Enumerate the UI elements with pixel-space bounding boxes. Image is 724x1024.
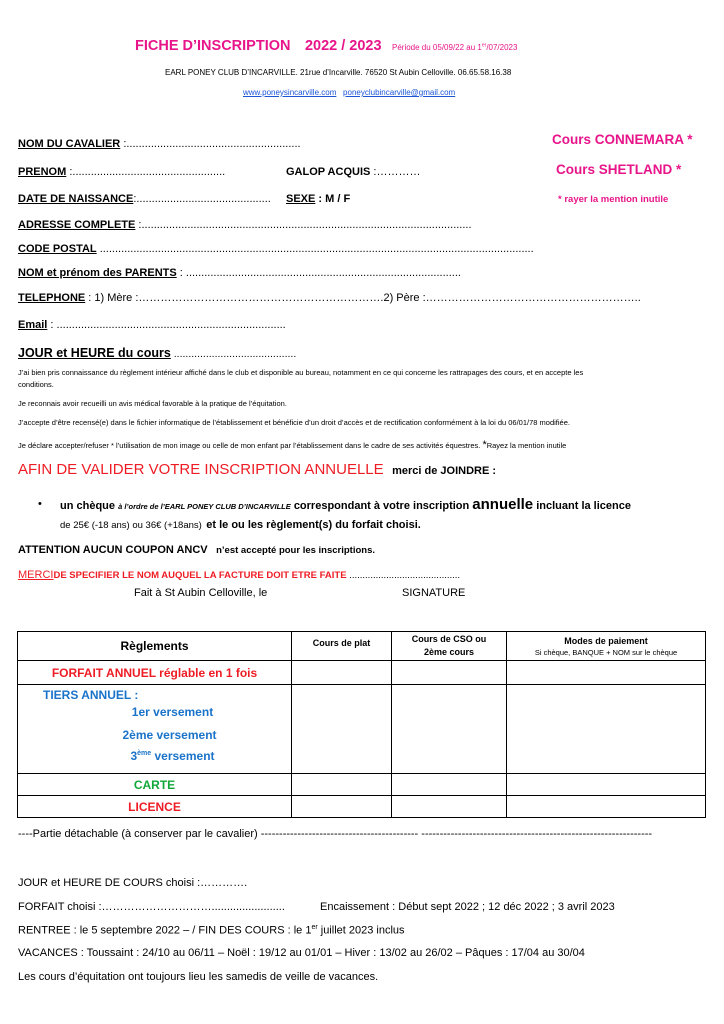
cell-cso-forfait[interactable] — [392, 661, 507, 685]
header-plat: Cours de plat — [312, 638, 371, 648]
adresse-label: ADRESSE COMPLETE — [18, 219, 136, 231]
field-jour[interactable] — [18, 344, 296, 362]
header-modes-sub: Si chèque, BANQUE + NOM sur le chèque — [534, 647, 678, 657]
tel-label: TELEPHONE — [18, 292, 86, 304]
field-galop[interactable] — [286, 166, 420, 178]
valider-heading — [18, 461, 496, 479]
cheque-line: un chèque à l’ordre de l’EARL PONEY CLUB D’INCARVILLE correspondant à votre inscription annuelle incluant la licence — [60, 496, 631, 513]
row-2eme: 2ème versement — [122, 728, 217, 742]
parents-dots: : .......................................................................................... — [176, 267, 461, 279]
paragraph-recensement: J’accepte d’être recensé(e) dans le fichier informatique de l’établissement et bénéficie d’un droit d’accès et de rectification conformément à la loi du 06/01/78 modifiée. — [18, 418, 570, 427]
cell-plat-forfait[interactable] — [292, 661, 392, 685]
nom-label: NOM DU CAVALIER — [18, 138, 121, 150]
field-parents[interactable] — [18, 267, 461, 279]
cell-modes-licence[interactable] — [507, 796, 706, 818]
field-email[interactable] — [18, 319, 286, 331]
detach-encaissement: Encaissement : Début sept 2022 ; 12 déc 2022 ; 3 avril 2023 — [320, 901, 615, 913]
field-sexe[interactable] — [286, 193, 350, 205]
title-text: FICHE D’INSCRIPTION — [135, 38, 291, 54]
table-row — [18, 796, 706, 818]
cell-plat-tiers[interactable] — [292, 685, 392, 774]
field-nom[interactable] — [18, 138, 301, 150]
cell-plat-carte[interactable] — [292, 774, 392, 796]
adresse-dots: :............................................................................................................ — [135, 219, 472, 231]
reglements-table — [17, 631, 706, 818]
table-header-row — [18, 632, 706, 661]
licence-line: de 25€ (-18 ans) ou 36€ (+18ans) et le ou les règlement(s) du forfait choisi. — [60, 519, 421, 531]
email-link[interactable]: poneyclubincarville@gmail.com — [343, 88, 456, 97]
table-row — [18, 661, 706, 685]
table-row — [18, 774, 706, 796]
header-cso: Cours de CSO ou 2ème cours — [411, 634, 487, 657]
cours-connemara: Cours CONNEMARA * — [552, 132, 693, 147]
parents-label: NOM et prénom des PARENTS — [18, 267, 177, 279]
field-code-postal[interactable] — [18, 243, 534, 255]
paragraph-image: Je déclare accepter/refuser * l’utilisation de mon image ou celle de mon enfant par l’établissement dans le cadre de ses activités équestres. *Rayez la mention inutile — [18, 439, 567, 451]
sexe-label: SEXE — [286, 193, 316, 205]
merci-line[interactable]: MERCIDE SPECIFIER LE NOM AUQUEL LA FACTURE DOIT ETRE FAITE .......................................... — [18, 569, 461, 581]
row-1er: 1er versement — [131, 705, 214, 719]
jour-dots: .......................................... — [170, 348, 297, 360]
detach-vacances: VACANCES : Toussaint : 24/10 au 06/11 – Noël : 19/12 au 01/01 – Hiver : 13/02 au 26/02 – Pâques : 17/04 au 30/04 — [18, 947, 585, 959]
club-address: EARL PONEY CLUB D’INCARVILLE. 21rue d’Incarville. 76520 St Aubin Celloville. 06.65.58.16.38 — [165, 68, 512, 77]
nom-dots: :......................................................... — [120, 138, 301, 150]
cours-shetland: Cours SHETLAND * — [556, 162, 682, 177]
row-tiers: TIERS ANNUEL : — [43, 688, 139, 702]
jour-label: JOUR et HEURE du cours — [18, 346, 171, 360]
email-dots: : ........................................................................... — [47, 319, 286, 331]
signature-label: SIGNATURE — [402, 587, 466, 599]
prenom-label: PRENOM — [18, 166, 67, 178]
paragraph-reglement: J’ai bien pris connaissance du règlement intérieur affiché dans le club et disponible au bureau, notamment en ce qui concerne les rattrapages des cours, et en accepte les — [18, 368, 584, 377]
cell-cso-carte[interactable] — [392, 774, 507, 796]
cell-cso-tiers[interactable] — [392, 685, 507, 774]
galop-label: GALOP ACQUIS — [286, 166, 371, 178]
field-adresse[interactable] — [18, 219, 472, 231]
field-prenom[interactable] — [18, 166, 225, 178]
row-forfait: FORFAIT ANNUEL réglable en 1 fois — [51, 665, 258, 680]
cell-plat-licence[interactable] — [292, 796, 392, 818]
cp-label: CODE POSTAL — [18, 243, 97, 255]
cell-modes-carte[interactable] — [507, 774, 706, 796]
cp-dots: .............................................................................................................................................. — [96, 243, 534, 255]
header-reglements: Règlements — [120, 639, 189, 653]
detach-jour[interactable]: JOUR et HEURE DE COURS choisi :…………. — [18, 877, 248, 889]
header-modes: Modes de paiement — [564, 635, 648, 646]
cell-modes-tiers[interactable] — [507, 685, 706, 774]
field-telephone[interactable] — [18, 292, 641, 304]
email-label: Email — [18, 319, 48, 331]
contact-links — [243, 88, 455, 97]
row-carte: CARTE — [133, 777, 176, 792]
tel-value: : 1) Mère :………………………………………………………….2) Père :………………………………………………….. — [85, 292, 641, 304]
detach-forfait[interactable]: FORFAIT choisi :…………………………........................ — [18, 901, 285, 913]
website-link[interactable]: www.poneysincarville.com — [243, 88, 337, 97]
bullet: • — [38, 498, 42, 510]
paragraph-medical: Je reconnais avoir recueilli un avis médical favorable à la pratique de l’équitation. — [18, 399, 287, 408]
field-naissance[interactable] — [18, 193, 271, 205]
detach-cours: Les cours d’équitation ont toujours lieu les samedis de veille de vacances. — [18, 971, 379, 983]
period: Période du 05/09/22 au 1er/07/2023 — [392, 42, 518, 52]
fait-a: Fait à St Aubin Celloville, le — [134, 587, 268, 599]
detach-line: ----Partie détachable (à conserver par le cavalier) ------------------------------------------- --------------------------------------------------------------- — [18, 828, 653, 840]
naissance-dots: :............................................ — [133, 193, 271, 205]
valider-main: AFIN DE VALIDER VOTRE INSCRIPTION ANNUELLE — [18, 461, 384, 478]
rayer-note: * rayer la mention inutile — [558, 194, 669, 205]
naissance-label: DATE DE NAISSANCE — [18, 193, 134, 205]
attention-line: ATTENTION AUCUN COUPON ANCV n’est accepté pour les inscriptions. — [18, 544, 376, 556]
table-row — [18, 685, 706, 774]
prenom-dots: :.................................................. — [66, 166, 226, 178]
sexe-value: : M / F — [315, 193, 351, 205]
cell-modes-forfait[interactable] — [507, 661, 706, 685]
detach-rentree: RENTREE : le 5 septembre 2022 – / FIN DES COURS : le 1er juillet 2023 inclus — [18, 924, 405, 937]
form-title — [135, 37, 517, 55]
school-years: 2022 / 2023 — [304, 38, 382, 54]
row-licence: LICENCE — [128, 799, 181, 814]
cell-cso-licence[interactable] — [392, 796, 507, 818]
galop-dots: :………… — [370, 166, 421, 178]
paragraph-reglement-end: conditions. — [18, 380, 54, 389]
valider-joindre: merci de JOINDRE : — [392, 465, 497, 477]
row-3eme: 3ème versement — [130, 749, 215, 763]
